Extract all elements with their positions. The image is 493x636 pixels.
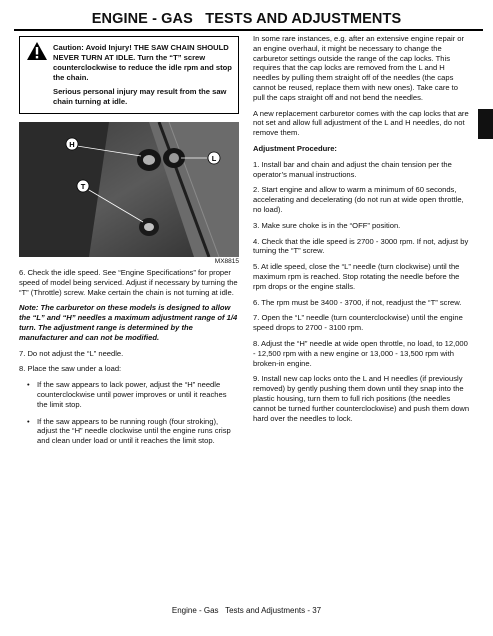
procedure-step-5: 5. At idle speed, close the “L” needle (turn clockwise) until the maximum rpm is reached. Stop rotating the needle before the rpm drops or the engine stalls.: [253, 262, 460, 291]
right-column: [253, 34, 471, 429]
bullet-lack-power: • If the saw appears to lack power, adjust the “H” needle counterclockwise until power improves or until it reaches the limit stop.: [27, 380, 239, 409]
step-7-l-needle: 7. Do not adjust the “L” needle.: [19, 348, 124, 358]
bullet-running-rough: • If the saw appears to be running rough (four stroking), adjust the “H” needle clockwise until the engine runs crisp and clean under load or until it reaches the limit stop.: [27, 417, 239, 446]
intro-paragraph-1: In some rare instances, e.g. after an extensive engine repair or an engine overhaul, it might be necessary to change the carburetor settings outside the range of the cap locks. This requires that the cap locks are removed from the L and H needles by pulling them straight off of the needles (the caps cannot be reused, replace them with new ones). Take care to pull the caps straight off and not bend the needles.: [253, 34, 465, 102]
title-rule: [14, 29, 483, 31]
figure-label-h: H: [69, 140, 75, 149]
step-6-idle-speed: 6. Check the idle speed. See “Engine Specifications” for proper speed of model being serviced. Adjust if necessary by turning the “T” (Throttle) screw. Make certain the chain is not turning at idle.: [19, 268, 238, 297]
figure-label-l: L: [211, 154, 217, 163]
adjustment-procedure-heading: Adjustment Procedure:: [253, 143, 337, 153]
procedure-step-4: 4. Check that the idle speed is 2700 - 3000 rpm. If not, adjust by turning the “T” screw.: [253, 236, 469, 256]
procedure-step-7: 7. Open the “L” needle (turn counterclockwise) until the engine speed drops to 2700 - 3100 rpm.: [253, 313, 463, 333]
procedure-step-1: 1. Install bar and chain and adjust the chain tension per the operator’s manual instructions.: [253, 159, 452, 179]
carburetor-photo: [19, 122, 239, 257]
left-text: [19, 268, 239, 446]
step-8-load: 8. Place the saw under a load:: [19, 364, 122, 374]
page-footer: Engine - Gas Tests and Adjustments - 37: [171, 606, 322, 615]
procedure-step-3: 3. Make sure choke is in the “OFF” position.: [253, 220, 401, 230]
caution-text: Caution: Avoid Injury! THE SAW CHAIN SHOULD NEVER TURN AT IDLE. Turn the “T” screw counterclockwise to reduce the idle rpm and stop the chain.: [53, 43, 232, 82]
carburetor-note: Note: The carburetor on these models is designed to allow the “L” and “H” needles a maximum adjustment range of 1/4 turn. The adjustment range is determined by the manufacturer and can not be modified.: [19, 303, 238, 342]
figure-label-t: T: [80, 182, 86, 191]
load-bullets: [27, 380, 239, 446]
intro-paragraph-2: A new replacement carburetor comes with the cap locks that are not set and allow full adjustment of the L and H needles, do not remove them.: [253, 108, 469, 138]
section-tab-marker: [478, 109, 493, 139]
page-title: ENGINE - GAS TESTS AND ADJUSTMENTS: [91, 11, 402, 27]
warning-triangle-icon: [26, 41, 48, 61]
caution-box: [19, 36, 239, 114]
procedure-step-9: 9. Install new cap locks onto the L and H needles (if previously removed) by gently pushing them down until they snap into the plastic housing, turn them to full rich positions (the needles cannot be turned further counterclockwise) and push them down hard over the needles to lock.: [253, 374, 470, 423]
caution-injury-text: Serious personal injury may result from the saw chain turning at idle.: [53, 87, 227, 106]
figure-code: MX8815: [214, 258, 239, 265]
left-column: [19, 36, 239, 453]
procedure-step-6: 6. The rpm must be 3400 - 3700, if not, readjust the “T” screw.: [253, 297, 462, 307]
procedure-step-8: 8. Adjust the “H” needle at wide open throttle, no load, to 12,000 - 12,500 rpm with a new engine or 13,000 - 13,500 rpm with broken-in engine.: [253, 338, 468, 368]
procedure-step-2: 2. Start engine and allow to warm a minimum of 60 seconds, accelerating and decelerating (do not run at wide open throttle, no load).: [253, 185, 464, 214]
